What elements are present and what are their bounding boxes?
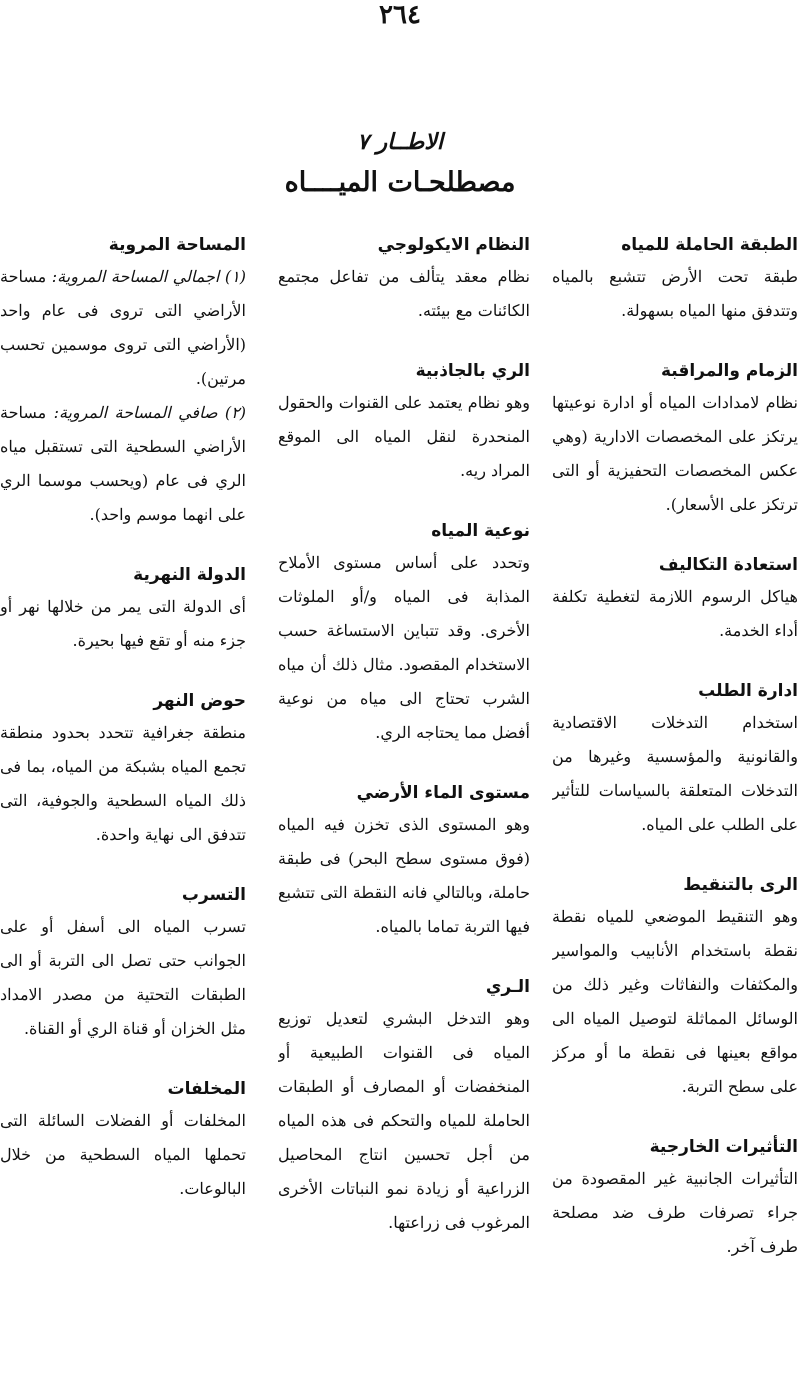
glossary-definition: تسرب المياه الى أسفل أو على الجوانب حتى تصل الى التربة أو الى الطبقات التحتية من مصدر الامداد مثل الخزان أو قناة الري أو القناة. [0,917,246,1038]
box-label: الاطــار ٧ [357,129,443,155]
glossary-definition: منطقة جغرافية تتحدد بحدود منطقة تجمع المياه بشبكة من المياه، بما فى ذلك المياه السطحية والجوفية، التى تتدفق الى نهاية واحدة. [0,723,246,844]
glossary-term: الـري [485,977,530,997]
glossary-term: الرى بالتنقيط [683,875,798,895]
glossary-definition: استخدام التدخلات الاقتصادية والقانونية والمؤسسية وغيرها من التدخلات المتعلقة بالسياسات للتأثير على الطلب على المياه. [552,713,798,834]
glossary-definition: طبقة تحت الأرض تتشبع بالمياه وتتدفق منها المياه بسهولة. [552,267,798,320]
glossary-entry [552,870,798,1104]
glossary-entry [278,356,530,488]
glossary-definition: نظام لامدادات المياه أو ادارة نوعيتها يرتكز على المخصصات الادارية (وهي عكس المخصصات التحفيزية أو التى ترتكز على الأسعار). [552,393,798,514]
sub-term-text: مساحة الأراضي التى تروى فى عام واحد (الأراضي التى تروى موسمين تحسب مرتين). [0,267,246,388]
glossary-column-right [552,230,798,1390]
glossary-term: التسرب [181,885,246,905]
glossary-definition: أى الدولة التى يمر من خلالها نهر أو جزء منه أو تقع فيها بحيرة. [0,597,246,650]
glossary-term: مستوى الماء الأرضي [356,783,530,803]
glossary-definition: وهو التدخل البشري لتعديل توزيع المياه فى القنوات الطبيعية أو المنخفضات أو المصارف أو الطبقات الحاملة للمياه والتحكم فى هذه المياه من أجل تحسين انتاج المحاصيل الزراعية أو زيادة نمو النباتات الأخرى المرغوب فى زراعتها. [278,1009,530,1232]
glossary-entry [0,560,246,658]
glossary-definition: هياكل الرسوم اللازمة لتغطية تكلفة أداء الخدمة. [552,587,798,640]
sub-term-label: (١) اجمالي المساحة المروية: [51,267,246,286]
glossary-definition: وهو المستوى الذى تخزن فيه المياه (فوق مستوى سطح البحر) فى طبقة حاملة، وبالتالي فانه النقطة التى تتشبع فيها التربة تماما بالمياه. [278,815,530,936]
sub-term-label: (٢) صافي المساحة المروية: [53,403,246,422]
glossary-entry [0,686,246,852]
glossary-column-left [0,230,246,1390]
glossary-term: المساحة المروية [108,235,246,255]
glossary-term: حوض النهر [153,691,246,711]
glossary-entry [0,880,246,1046]
glossary-entry [552,550,798,648]
glossary-term: الري بالجاذبية [415,361,530,381]
glossary-term: الطبقة الحاملة للمياه [621,235,798,255]
glossary-column-middle [278,230,530,1390]
glossary-entry [278,972,530,1240]
glossary-entry [552,356,798,522]
glossary-definition [0,396,246,532]
glossary-term: نوعية المياه [431,521,530,541]
glossary-term: المخلفات [167,1079,246,1099]
glossary-definition: التأثيرات الجانبية غير المقصودة من جراء تصرفات طرف ضد مصلحة طرف آخر. [552,1169,798,1256]
page-title: مصطلحـات الميــــاه [284,167,516,198]
glossary-term: النظام الايكولوجي [377,235,530,255]
glossary-definition: وهو التنقيط الموضعي للمياه نقطة نقطة باستخدام الأنابيب والمواسير والمكثفات والنفاثات وغير ذلك من الوسائل المماثلة لتوصيل المياه الى مواقع بعينها فى نقطة ما أو مركز على سطح التربة. [552,907,798,1096]
glossary-definition: نظام معقد يتألف من تفاعل مجتمع الكائنات مع بيئته. [278,267,530,320]
glossary-entry [552,230,798,328]
glossary-definition [0,260,246,396]
glossary-definition: وهو نظام يعتمد على القنوات والحقول المنحدرة لنقل المياه الى الموقع المراد ريه. [278,393,530,480]
glossary-entry [278,516,530,750]
glossary-entry [278,230,530,328]
glossary-entry [0,1074,246,1206]
glossary-term: استعادة التكاليف [658,555,798,575]
glossary-term: ادارة الطلب [698,681,798,701]
glossary-term: الزمام والمراقبة [660,361,798,381]
glossary-entry [278,778,530,944]
sub-term-text: مساحة الأراضي السطحية التى تستقبل مياه الري فى عام (ويحسب موسما الري على انهما موسم واحد). [0,403,246,524]
glossary-entry-irrigated-area [0,230,246,532]
glossary-term: التأثيرات الخارجية [649,1137,798,1157]
glossary-definition: وتحدد على أساس مستوى الأملاح المذابة فى المياه و/أو الملوثات الأخرى. وقد تتباين الاستساغة حسب الاستخدام المقصود. مثال ذلك أن مياه الشرب تحتاج الى مياه من نوعية أفضل مما يحتاجه الري. [278,553,530,742]
glossary-definition: المخلفات أو الفضلات السائلة التى تحملها المياه السطحية من خلال البالوعات. [0,1111,246,1198]
page-number: ٢٦٤ [379,0,421,30]
glossary-entry [552,676,798,842]
glossary-entry [552,1132,798,1264]
glossary-term: الدولة النهرية [133,565,246,585]
